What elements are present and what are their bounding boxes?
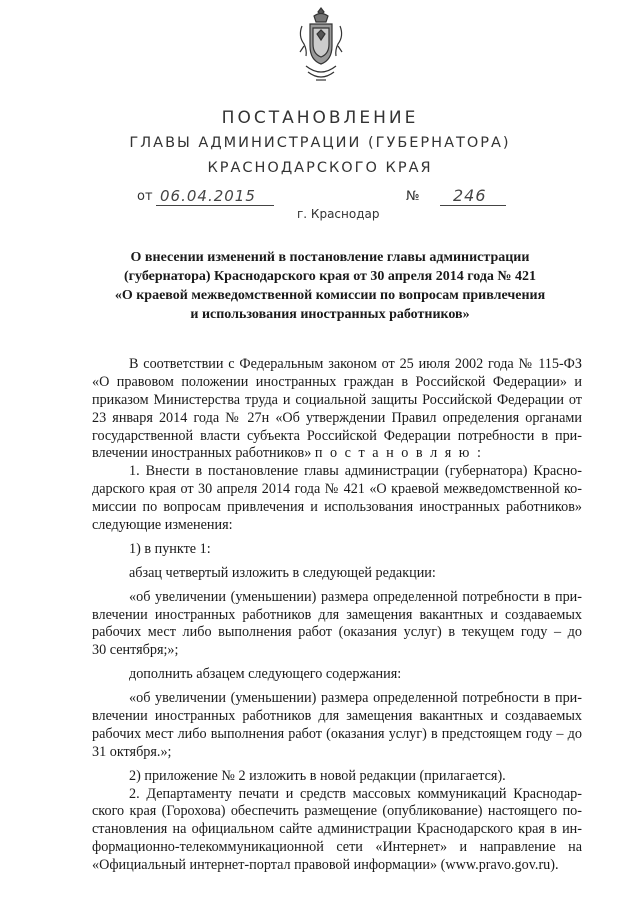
document-type-heading: ПОСТАНОВЛЕНИЕ (221, 108, 419, 128)
document-title (100, 248, 560, 324)
number-label: № (406, 189, 420, 204)
city-label: г. Краснодар (297, 207, 380, 221)
title-line: «О краевой межведомственной комиссии по вопросам привлечения (114, 288, 546, 303)
body-line: рабочих мест либо выполнения работ (оказания услуг) в предстоящем году – до (92, 725, 582, 742)
body-line: абзац четвертый изложить в следующей редакции: (129, 564, 436, 581)
body-line: «О правовом положении иностранных граждан в Российской Федерации» и (92, 373, 582, 390)
body-line: 30 сентября;»; (92, 642, 179, 659)
body-line: «об увеличении (уменьшении) размера определенной потребности в при- (129, 690, 582, 707)
body-line: государственной власти субъекта Российской Федерации потребности в при- (92, 427, 582, 444)
body-line: В соответствии с Федеральным законом от 25 июля 2002 года № 115-ФЗ (129, 356, 582, 372)
issuer-heading: ГЛАВЫ АДМИНИСТРАЦИИ (ГУБЕРНАТОРА) (129, 135, 511, 151)
body-line: «об увеличении (уменьшении) размера определенной потребности в при- (129, 588, 582, 605)
number-value: 246 (453, 186, 487, 205)
document-body (92, 356, 582, 875)
body-line: миссии по вопросам привлечения и использования иностранных работников» (92, 499, 582, 516)
body-line: 2) приложение № 2 изложить в новой редакции (прилагается). (129, 767, 506, 784)
date-value: 06.04.2015 (160, 187, 256, 205)
body-line: 1. Внести в постановление главы администрации (губернатора) Красно- (129, 463, 582, 480)
body-line: рабочих мест либо выполнения работ (оказания услуг) в текущем году – до (92, 624, 582, 641)
date-underline (156, 205, 274, 206)
date-label: от (137, 189, 153, 204)
body-line: 31 октября.»; (92, 743, 172, 760)
body-line: дарского края от 30 апреля 2014 года № 421 «О краевой межведомственной ко- (92, 481, 582, 498)
body-text: влечении иностранных работников» (92, 445, 312, 462)
body-line: становления на официальном сайте администрации Краснодарского края в ин- (92, 821, 582, 838)
body-line: 1) в пункте 1: (129, 540, 211, 557)
title-line: О внесении изменений в постановление главы администрации (130, 250, 530, 265)
region-heading: КРАСНОДАРСКОГО КРАЯ (207, 160, 433, 176)
body-line: формационно-телекоммуникационной сети «Интернет» и направление на (92, 839, 582, 856)
title-line: и использования иностранных работников» (190, 307, 470, 322)
body-line: дополнить абзацем следующего содержания: (129, 666, 402, 683)
body-line: следующие изменения: (92, 517, 233, 534)
body-line: приказом Министерства труда и социальной защиты Российской Федерации от (92, 391, 582, 408)
body-line: «Официальный интернет-портал правовой информации» (www.pravo.gov.ru). (92, 857, 559, 874)
body-line: влечении иностранных работников для замещения вакантных и создаваемых (92, 606, 582, 623)
body-line: ского края (Горохова) обеспечить размещение (опубликование) настоящего по- (92, 803, 582, 820)
number-underline (440, 205, 506, 206)
body-line: 23 января 2014 года № 27н «Об утверждении Правил определения органами (92, 409, 582, 426)
coat-of-arms-icon (296, 6, 346, 86)
title-line: (губернатора) Краснодарского края от 30 апреля 2014 года № 421 (124, 269, 536, 284)
decree-word: п о с т а н о в л я ю : (314, 445, 483, 462)
body-line (92, 445, 582, 463)
body-line: влечении иностранных работников для замещения вакантных и создаваемых (92, 708, 582, 725)
body-line: 2. Департаменту печати и средств массовых коммуникаций Краснодар- (129, 785, 582, 802)
